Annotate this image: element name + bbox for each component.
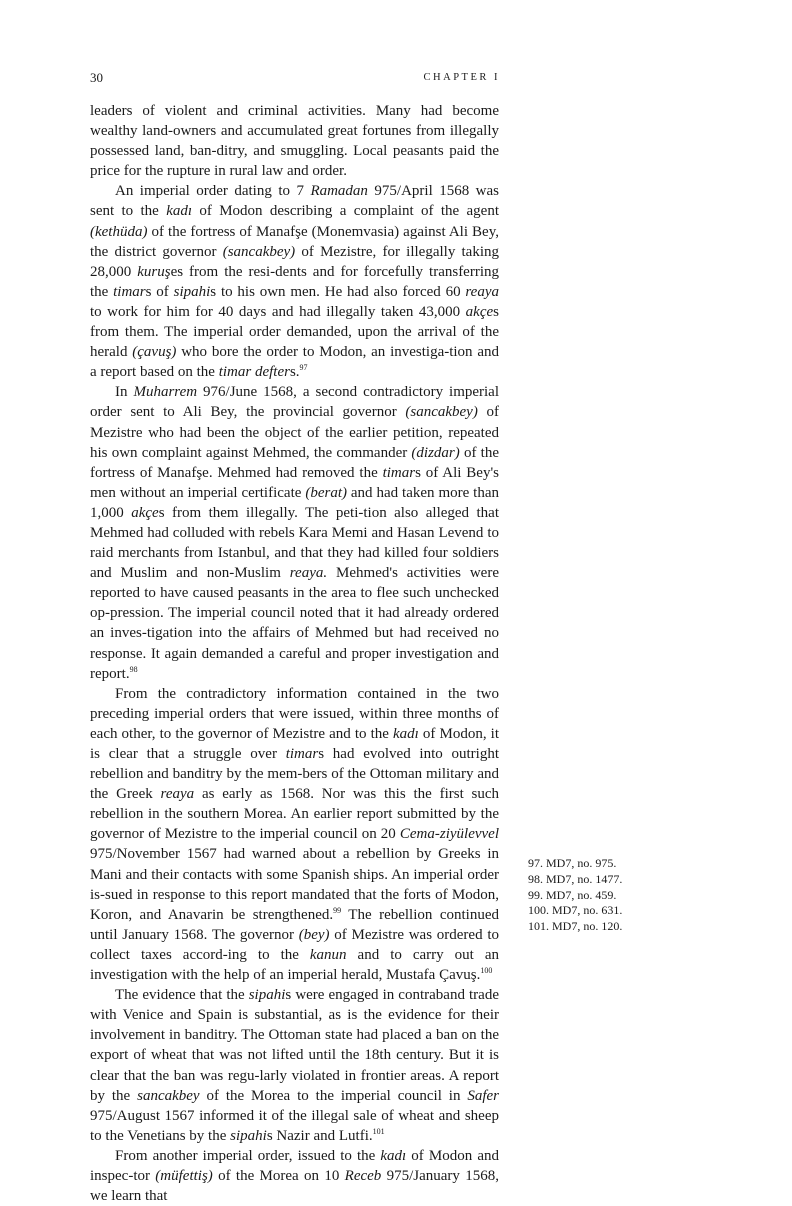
italic-term: kadı	[166, 203, 193, 220]
italic-term: Cema-ziyülevvel	[399, 826, 499, 843]
paragraph	[90, 101, 499, 181]
text-run: s to his own men. He had also forced 60	[210, 283, 466, 300]
italic-term: Receb	[344, 1167, 382, 1184]
running-head: CHAPTER I	[423, 72, 500, 83]
footnote-ref: 101	[372, 1126, 385, 1136]
text-run: Mehmed's activities were reported to have caused peasants in the area to flee such unchecked op-pression. The imperial council noted that it had already ordered an inves-tigation into the affairs of Mehmed but had received no response. It again demanded a careful and proper investigation and report.	[90, 565, 499, 682]
footnote: 97. MD7, no. 975.	[528, 856, 617, 870]
italic-term: (çavuş)	[132, 344, 177, 361]
italic-term: timar defter	[218, 364, 290, 381]
text-run: as early as 1568. Nor was this the first such rebellion in the southern Morea. An earlier report submitted by the governor of Mezistre to the imperial council on 20	[90, 786, 500, 843]
text-run: of the fortress of Manafşe (Monemvasia) against Ali Bey, the district governor	[90, 223, 499, 260]
italic-term: akçe	[465, 303, 494, 320]
text-run: and had taken more than 1,000	[90, 484, 499, 521]
italic-term: sipahi	[248, 987, 286, 1004]
text-run: From the contradictory information contained in the two preceding imperial orders that were issued, within three months of each other, to the governor of Mezistre and to the	[90, 685, 499, 742]
footnote-ref: 98	[129, 664, 138, 674]
text-run: s.	[289, 364, 300, 381]
text-run: 975/April 1568 was sent to the	[90, 183, 499, 220]
italic-term: sipahi	[230, 1127, 267, 1144]
text-run: of Mezistre, for illegally taking 28,000	[90, 243, 500, 280]
text-run: of the fortress of Manafşe. Mehmed had removed the	[90, 444, 499, 481]
footnote: 101. MD7, no. 120.	[528, 919, 623, 934]
text-run: 976/June 1568, a second contradictory imperial order sent to Ali Bey, the provincial governor	[90, 384, 500, 421]
text-run: From another imperial order, issued to the	[115, 1147, 381, 1164]
italic-term: timar	[285, 746, 319, 762]
paragraph	[90, 684, 499, 985]
text-run: s of	[145, 283, 174, 300]
paragraph	[90, 1146, 499, 1206]
footnote: 98. MD7, no. 1477.	[528, 871, 623, 886]
italic-term: (bey)	[298, 926, 330, 943]
italic-term: (berat)	[305, 484, 347, 501]
text-run: s were engaged in contraband trade with Venice and Spain is substantial, as is the evidence for their involvement in banditry. The Ottoman state had placed a ban on the export of wheat that was not lifted until the 18th century. But it is clear that the ban was regu-larly violated in frontier areas. A report by the	[90, 987, 499, 1104]
text-run: 975/November 1567 had warned about a rebellion by Greeks in Mani and their contacts with some Spanish ships. An imperial order is-sued in response to this report mandated that the forts of Modon, Koron, and Anavarin be strengthened.	[90, 846, 499, 923]
text-run: An imperial order dating to 7	[115, 183, 311, 200]
italic-term: sipahi	[173, 283, 211, 300]
italic-term: Ramadan	[310, 183, 368, 200]
footnote-ref: 100	[480, 966, 493, 976]
text-run: who bore the order to Modon, an investiga-tion and a report based on the	[90, 344, 499, 381]
text-run: In	[115, 384, 134, 401]
italic-term: (dizdar)	[411, 444, 460, 461]
italic-term: kadı	[380, 1147, 407, 1164]
italic-term: Safer	[467, 1087, 499, 1104]
italic-term: akçe	[131, 504, 159, 521]
italic-term: sancakbey	[137, 1087, 200, 1104]
text-run: of Mezistre was ordered to collect taxes accord-ing to the	[90, 926, 499, 963]
italic-term: (sancakbey)	[222, 243, 296, 260]
footnote: 99. MD7, no. 459.	[528, 887, 617, 902]
italic-term: (müfettiş)	[155, 1167, 213, 1184]
text-run: of the Morea on 10	[212, 1167, 345, 1184]
text-run: to work for him for 40 days and had illegally taken 43,000	[90, 303, 466, 320]
text-run: The evidence that the	[115, 987, 249, 1004]
paragraph	[90, 985, 499, 1146]
footnote-ref: 97	[299, 363, 308, 373]
footnote: 100. MD7, no. 631.	[528, 903, 623, 918]
text-run: s had evolved into outright rebellion and banditry by the mem-bers of the Ottoman military and the Greek	[90, 746, 500, 803]
text-run: of the Morea to the imperial council in	[199, 1087, 468, 1104]
text-run: of Modon and inspec-tor	[90, 1147, 499, 1184]
text-run: 975/August 1567 informed it of the illegal sale of wheat and sheep to the Venetians by the	[90, 1107, 499, 1144]
italic-term: timar	[382, 464, 416, 481]
italic-term: timar	[113, 283, 146, 300]
text-run: leaders of violent and criminal activities. Many had become wealthy land-owners and accumulated great fortunes from illegally possessed land, ban-ditry, and smuggling. Local peasants paid the price for the rupture in rural law and order.	[90, 103, 499, 180]
text-run: of Modon describing a complaint of the agent	[192, 203, 500, 220]
italic-term: (sancakbey)	[405, 404, 478, 421]
italic-term: kanun	[309, 946, 347, 963]
italic-term: reaya	[160, 786, 195, 803]
footnote-ref: 99	[333, 905, 342, 915]
italic-term: Muharrem	[133, 384, 198, 401]
text-run: of Modon, it is clear that a struggle over	[90, 725, 499, 762]
text-run: 975/January 1568, we learn that	[90, 1167, 499, 1205]
text-run: s from them illegally. The peti-tion also alleged that Mehmed had colluded with rebels Kara Memi and Hasan Levend to raid merchants from Istanbul, and that they had killed four soldiers and Muslim and non-Muslim	[90, 504, 499, 582]
text-run: of Mezistre who had been the object of the earlier petition, repeated his own complaint against Mehmed, the commander	[90, 404, 500, 461]
page-number: 30	[90, 70, 103, 85]
text-run: s from them. The imperial order demanded, upon the arrival of the herald	[90, 303, 499, 361]
paragraph	[90, 382, 499, 683]
body-text	[90, 101, 499, 1206]
italic-term: kuruş	[137, 263, 171, 280]
text-run: s of Ali Bey's men without an imperial certificate	[90, 464, 500, 501]
italic-term: (kethüda)	[90, 223, 148, 240]
paragraph	[90, 181, 499, 382]
text-run: and to carry out an investigation with the help of an imperial herald, Mustafa Çavuş.	[90, 946, 499, 984]
italic-term: reaya.	[289, 565, 328, 582]
page-header	[90, 70, 500, 88]
italic-term: reaya	[465, 283, 499, 300]
text-run: es from the resi-dents and for forcefully transferring the	[90, 263, 500, 300]
text-run: The rebellion continued until January 1568. The governor	[90, 906, 499, 943]
text-run: s Nazir and Lutfi.	[266, 1127, 373, 1144]
italic-term: kadı	[393, 725, 419, 742]
footnotes	[528, 856, 678, 935]
